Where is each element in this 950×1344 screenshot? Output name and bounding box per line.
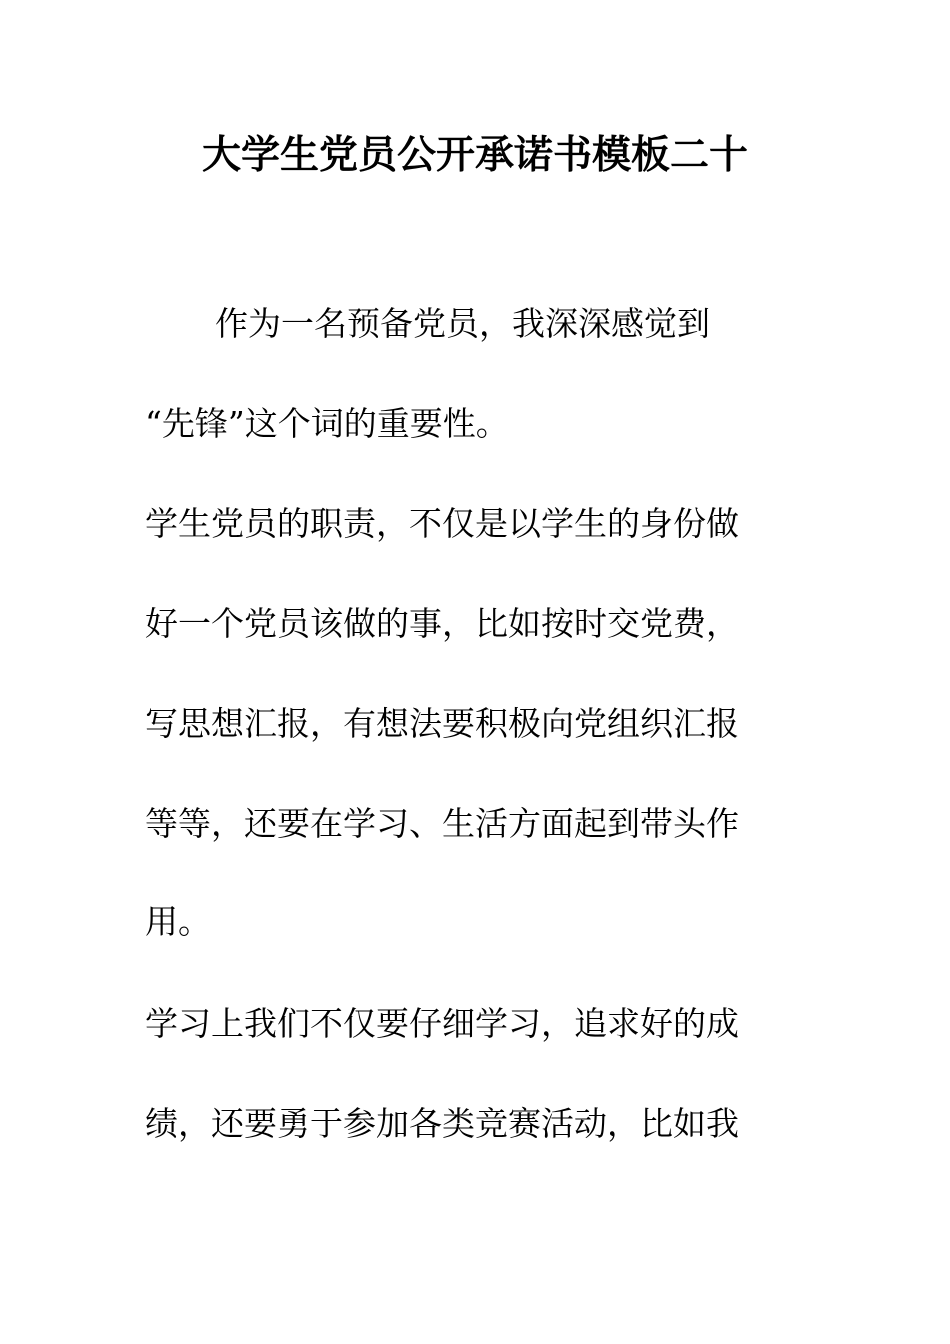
document-title: 大学生党员公开承诺书模板二十 (201, 133, 748, 178)
paragraph-line: 用。 (145, 902, 211, 941)
paragraph-line: 等等，还要在学习、生活方面起到带头作 (145, 804, 739, 843)
paragraph-line: 作为一名预备党员，我深深感觉到 (215, 304, 710, 343)
paragraph-line: 学习上我们不仅要仔细学习，追求好的成 (145, 1004, 739, 1043)
paragraph-line: 绩，还要勇于参加各类竞赛活动，比如我 (145, 1104, 739, 1143)
paragraph-line: 写思想汇报，有想法要积极向党组织汇报 (145, 704, 739, 743)
paragraph-line: 学生党员的职责，不仅是以学生的身份做 (145, 504, 739, 543)
paragraph-line: “先锋”这个词的重要性。 (145, 404, 509, 443)
paragraph-line: 好一个党员该做的事，比如按时交党费， (145, 604, 739, 643)
